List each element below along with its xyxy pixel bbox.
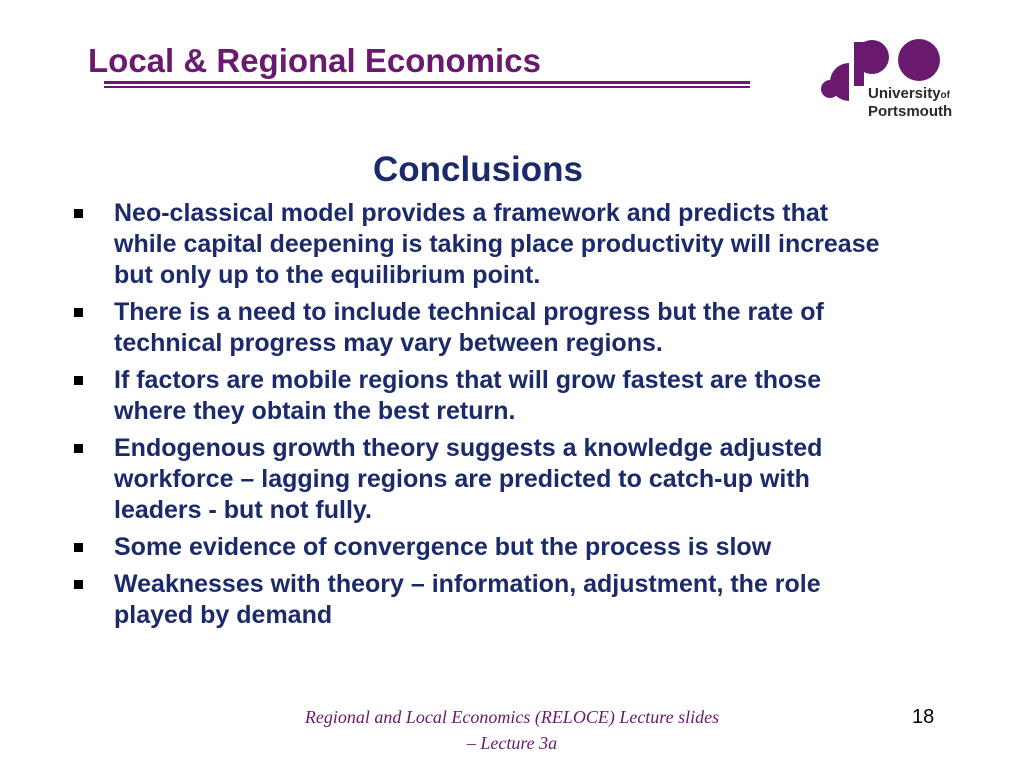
slide-heading: Conclusions (372, 150, 584, 189)
bullet-square-icon (74, 308, 83, 317)
bullet-item (74, 532, 894, 563)
header-double-rule (104, 81, 750, 89)
bullet-square-icon (74, 376, 83, 385)
bullet-item (74, 569, 894, 631)
logo-line1-suffix: of (940, 90, 950, 101)
slide-header-title: Local & Regional Economics (88, 42, 541, 79)
bullet-text: Neo-classical model provides a framework and predicts that while capital deepening is taking place productivity will increase but only up to the equilibrium point. (114, 199, 880, 289)
logo-line2: Portsmouth (868, 103, 953, 120)
page-number: 18 (912, 706, 935, 728)
footer-caption: Regional and Local Economics (RELOCE) Lecture slides – Lecture 3a (304, 707, 720, 753)
bullet-item (74, 365, 894, 427)
bullet-list (74, 198, 894, 637)
bullet-text: There is a need to include technical progress but the rate of technical progress may vary between regions. (114, 298, 824, 357)
bullet-text: Weaknesses with theory – information, adjustment, the role played by demand (114, 570, 821, 629)
bullet-text: Endogenous growth theory suggests a knowledge adjusted workforce – lagging regions are predicted to catch-up with leaders - but not fully. (114, 434, 823, 524)
bullet-item (74, 433, 894, 526)
bullet-item (74, 198, 894, 291)
bullet-text: If factors are mobile regions that will grow fastest are those where they obtain the best return. (114, 366, 822, 425)
bullet-square-icon (74, 209, 83, 218)
header-rule-bottom (104, 86, 750, 88)
university-logo-text (868, 86, 952, 120)
bullet-square-icon (74, 543, 83, 552)
bullet-square-icon (74, 444, 83, 453)
bullet-square-icon (74, 580, 83, 589)
logo-line1: University (868, 85, 941, 102)
bullet-text: Some evidence of convergence but the process is slow (114, 533, 772, 561)
header-rule-top (104, 81, 750, 84)
bullet-item (74, 297, 894, 359)
